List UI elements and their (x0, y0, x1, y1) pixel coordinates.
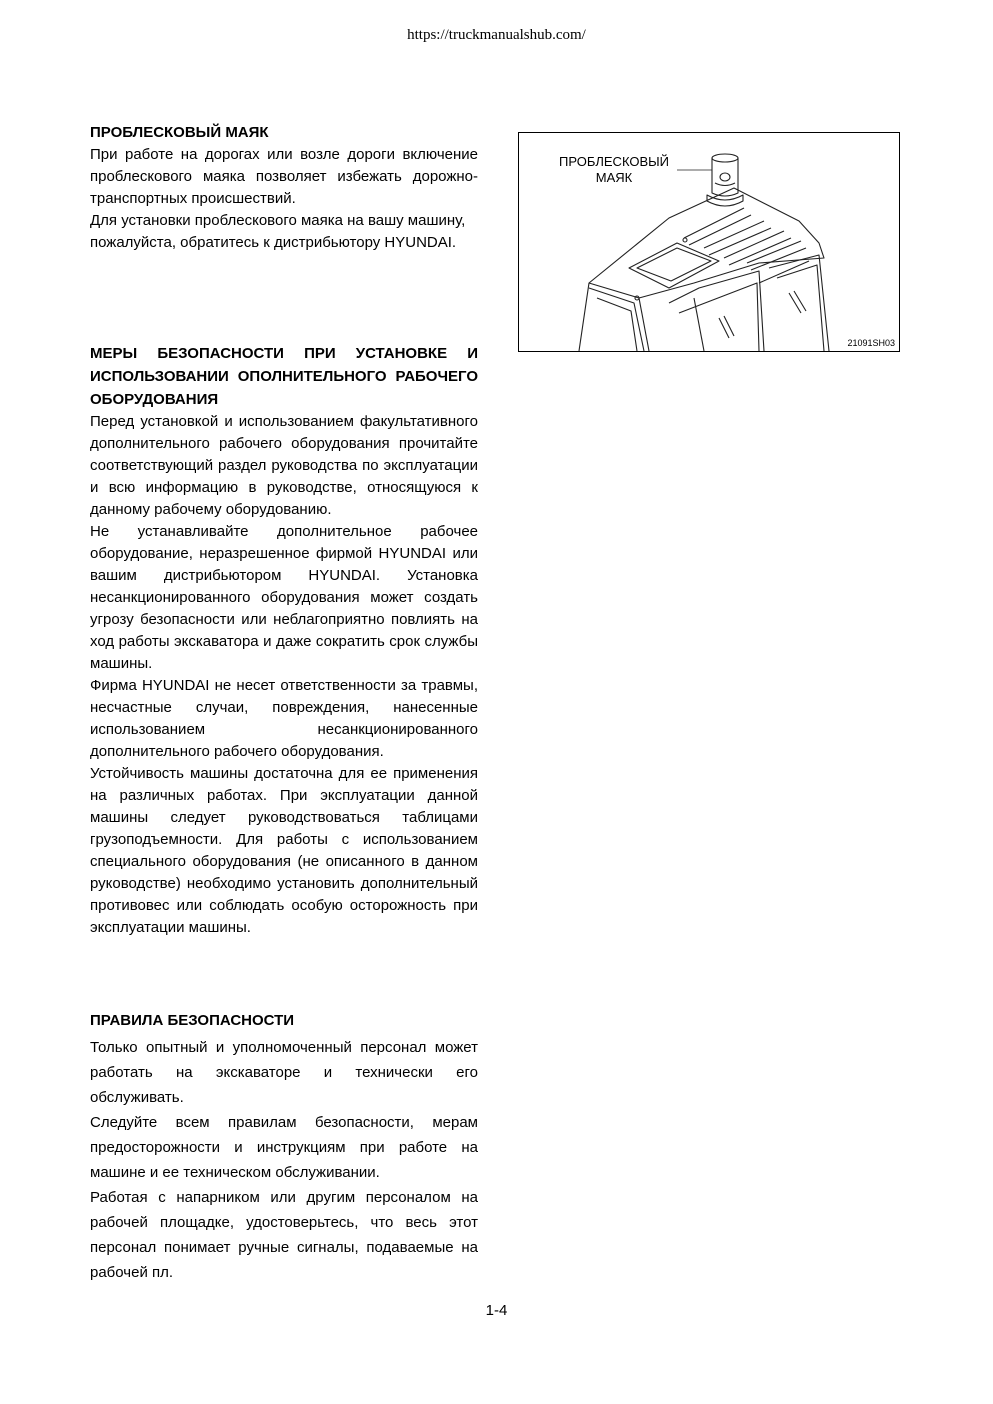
section-attachments (90, 342, 478, 939)
paragraph: Работая с напарником или другим персоналом на рабочей площадке, удостоверьтесь, что весь этот персонал понимает ручные сигналы, подаваемые на рабочей пл. (90, 1189, 478, 1281)
beacon-figure (518, 132, 900, 352)
header-url: https://truckmanualshub.com/ (407, 27, 586, 43)
paragraph: При работе на дорогах или возле дороги включение проблескового маяка позволяет избежать дорожно-транспортных происшествий. (90, 146, 478, 207)
figure-label-line1: ПРОБЛЕСКОВЫЙ (558, 154, 670, 169)
paragraph: Для установки проблескового маяка на вашу машину, (90, 212, 466, 229)
section-beacon (90, 121, 478, 254)
figure-code: 21091SH03 (847, 338, 895, 348)
page-number: 1-4 (485, 1302, 508, 1319)
section-title-attachments: МЕРЫ БЕЗОПАСНОСТИ ПРИ УСТАНОВКЕ И ИСПОЛЬЗОВАНИИ ОПОЛНИТЕЛЬНОГО РАБОЧЕГО ОБОРУДОВАНИЯ (90, 345, 478, 408)
paragraph: Перед установкой и использованием факультативного дополнительного рабочего оборудования прочитайте соответствующий раздел руководства по эксплуатации и всю информацию в руководстве, относящуюся к данному рабочему оборудованию. (90, 413, 478, 518)
paragraph: Устойчивость машины достаточна для ее применения на различных работах. При эксплуатации данной машины следует руководствоваться таблицами грузоподъемности. Для работы с использованием специального оборудования (не описанного в данном руководстве) необходимо установить дополнительный противовес или соблюдать особую осторожность при эксплуатации машины. (90, 765, 478, 936)
paragraph: Следуйте всем правилам безопасности, мерам предосторожности и инструкциям при работе на машине и ее техническом обслуживании. (90, 1114, 478, 1181)
section-safety-rules (90, 1009, 478, 1285)
figure-label (549, 154, 679, 186)
figure-label-line2: МАЯК (595, 170, 633, 185)
section-title-safety-rules: ПРАВИЛА БЕЗОПАСНОСТИ (90, 1012, 295, 1029)
section-title-beacon: ПРОБЛЕСКОВЫЙ МАЯК (90, 124, 269, 141)
paragraph: Только опытный и уполномоченный персонал может работать на экскаваторе и технически его обслуживать. (90, 1039, 478, 1106)
paragraph: пожалуйста, обратитесь к дистрибьютору HYUNDAI. (90, 234, 457, 251)
paragraph: Не устанавливайте дополнительное рабочее оборудование, неразрешенное фирмой HYUNDAI или вашим дистрибьютором HYUNDAI. Установка несанкционированного оборудования может создать угрозу безопасности или неблагоприятно повлиять на ход работы экскаватора и даже сократить срок службы машины. (90, 523, 478, 672)
paragraph: Фирма HYUNDAI не несет ответственности за травмы, несчастные случаи, повреждения, нанесенные использованием несанкционированного дополнительного рабочего оборудования. (90, 677, 478, 760)
